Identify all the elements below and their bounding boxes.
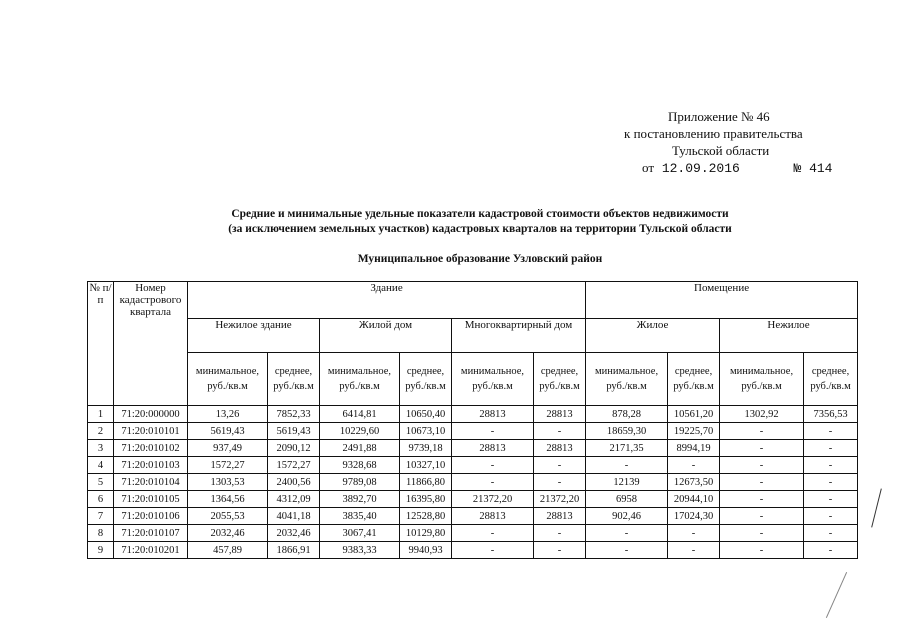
header-min: минимальное, руб./кв.м — [720, 353, 804, 406]
value-cell: - — [804, 440, 858, 457]
appendix-date-line — [610, 159, 870, 177]
value-cell: - — [720, 491, 804, 508]
header-nonresidential: Нежилое — [720, 319, 858, 353]
value-cell: 28813 — [534, 508, 586, 525]
value-cell: 6958 — [586, 491, 668, 508]
value-cell: - — [586, 457, 668, 474]
value-cell: 8994,19 — [668, 440, 720, 457]
value-cell: 28813 — [452, 440, 534, 457]
value-cell: - — [452, 474, 534, 491]
value-cell: - — [452, 525, 534, 542]
value-cell: - — [804, 423, 858, 440]
value-cell: - — [720, 457, 804, 474]
value-cell: 28813 — [452, 508, 534, 525]
header-nonres-building: Нежилое здание — [188, 319, 320, 353]
value-cell: 1364,56 — [188, 491, 268, 508]
value-cell: 5619,43 — [188, 423, 268, 440]
header-avg: среднее, руб./кв.м — [268, 353, 320, 406]
value-cell: 878,28 — [586, 406, 668, 423]
header-residential: Жилое — [586, 319, 720, 353]
row-number: 3 — [88, 440, 114, 457]
value-cell: 9789,08 — [320, 474, 400, 491]
value-cell: - — [720, 542, 804, 559]
row-number: 7 — [88, 508, 114, 525]
value-cell: - — [804, 491, 858, 508]
value-cell: 10327,10 — [400, 457, 452, 474]
value-cell: 28813 — [452, 406, 534, 423]
from-label: от — [642, 160, 655, 175]
value-cell: 2400,56 — [268, 474, 320, 491]
value-cell: 12528,80 — [400, 508, 452, 525]
value-cell: 9940,93 — [400, 542, 452, 559]
cadastral-number: 71:20:010201 — [114, 542, 188, 559]
value-cell: 28813 — [534, 440, 586, 457]
row-number: 8 — [88, 525, 114, 542]
value-cell: - — [720, 474, 804, 491]
title-line-1: Средние и минимальные удельные показатели кадастровой стоимости объектов недвижимости — [231, 208, 729, 220]
value-cell: - — [668, 457, 720, 474]
value-cell: - — [668, 525, 720, 542]
cadastral-number: 71:20:010104 — [114, 474, 188, 491]
value-cell: - — [804, 474, 858, 491]
value-cell: 12673,50 — [668, 474, 720, 491]
header-premises: Помещение — [586, 282, 858, 319]
value-cell: - — [534, 542, 586, 559]
table-row — [88, 525, 858, 542]
header-num: № п/п — [88, 282, 114, 406]
cadastral-number: 71:20:010102 — [114, 440, 188, 457]
row-number: 4 — [88, 457, 114, 474]
value-cell: - — [720, 525, 804, 542]
value-cell: - — [720, 440, 804, 457]
table-row — [88, 542, 858, 559]
value-cell: 2090,12 — [268, 440, 320, 457]
header-building: Здание — [188, 282, 586, 319]
value-cell: 457,89 — [188, 542, 268, 559]
value-cell: 17024,30 — [668, 508, 720, 525]
value-cell: 4312,09 — [268, 491, 320, 508]
value-cell: 11866,80 — [400, 474, 452, 491]
value-cell: - — [534, 474, 586, 491]
document-title — [120, 207, 840, 237]
value-cell: 2491,88 — [320, 440, 400, 457]
value-cell: 1572,27 — [188, 457, 268, 474]
row-number: 2 — [88, 423, 114, 440]
table-row — [88, 457, 858, 474]
value-cell: 5619,43 — [268, 423, 320, 440]
value-cell: 2032,46 — [188, 525, 268, 542]
value-cell: 937,49 — [188, 440, 268, 457]
margin-pen-mark — [871, 488, 882, 527]
value-cell: - — [452, 423, 534, 440]
appendix-region: Тульской области — [672, 143, 770, 158]
value-cell: - — [720, 508, 804, 525]
table-row — [88, 423, 858, 440]
resolution-number: № 414 — [793, 161, 833, 176]
value-cell: 3835,40 — [320, 508, 400, 525]
value-cell: 9739,18 — [400, 440, 452, 457]
value-cell: 18659,30 — [586, 423, 668, 440]
value-cell: 7852,33 — [268, 406, 320, 423]
value-cell: 1866,91 — [268, 542, 320, 559]
value-cell: 20944,10 — [668, 491, 720, 508]
value-cell: 7356,53 — [804, 406, 858, 423]
value-cell: 21372,20 — [452, 491, 534, 508]
header-cadastral: Номер кадастрового квартала — [114, 282, 188, 406]
table-row — [88, 474, 858, 491]
table-row — [88, 440, 858, 457]
value-cell: 2171,35 — [586, 440, 668, 457]
table-row — [88, 508, 858, 525]
value-cell: 1572,27 — [268, 457, 320, 474]
value-cell: - — [452, 457, 534, 474]
header-house: Жилой дом — [320, 319, 452, 353]
value-cell: - — [586, 525, 668, 542]
header-apartment-building: Многоквартирный дом — [452, 319, 586, 353]
header-min: минимальное, руб./кв.м — [586, 353, 668, 406]
header-min: минимальное, руб./кв.м — [452, 353, 534, 406]
value-cell: - — [804, 508, 858, 525]
cadastral-table — [87, 281, 858, 559]
appendix-header — [610, 108, 870, 177]
value-cell: - — [534, 423, 586, 440]
value-cell: - — [804, 525, 858, 542]
header-min: минимальное, руб./кв.м — [188, 353, 268, 406]
row-number: 5 — [88, 474, 114, 491]
value-cell: - — [668, 542, 720, 559]
table-row — [88, 491, 858, 508]
value-cell: - — [804, 457, 858, 474]
row-number: 1 — [88, 406, 114, 423]
value-cell: - — [534, 525, 586, 542]
cadastral-number: 71:20:010107 — [114, 525, 188, 542]
value-cell: 12139 — [586, 474, 668, 491]
value-cell: 2032,46 — [268, 525, 320, 542]
value-cell: 6414,81 — [320, 406, 400, 423]
row-number: 6 — [88, 491, 114, 508]
value-cell: 10229,60 — [320, 423, 400, 440]
value-cell: 3892,70 — [320, 491, 400, 508]
value-cell: 9328,68 — [320, 457, 400, 474]
municipality-title: Муниципальное образование Узловский район — [357, 253, 603, 265]
value-cell: - — [534, 457, 586, 474]
value-cell: 16395,80 — [400, 491, 452, 508]
table-row — [88, 406, 858, 423]
value-cell: - — [586, 542, 668, 559]
value-cell: 19225,70 — [668, 423, 720, 440]
appendix-resolution-line: к постановлению правительства — [624, 126, 803, 141]
header-min: минимальное, руб./кв.м — [320, 353, 400, 406]
header-avg: среднее, руб./кв.м — [400, 353, 452, 406]
value-cell: - — [452, 542, 534, 559]
value-cell: 10673,10 — [400, 423, 452, 440]
value-cell: 4041,18 — [268, 508, 320, 525]
cadastral-number: 71:20:010106 — [114, 508, 188, 525]
value-cell: 1303,53 — [188, 474, 268, 491]
cadastral-number: 71:20:010101 — [114, 423, 188, 440]
cadastral-number: 71:20:010103 — [114, 457, 188, 474]
header-avg: среднее, руб./кв.м — [804, 353, 858, 406]
value-cell: 10650,40 — [400, 406, 452, 423]
value-cell: 10561,20 — [668, 406, 720, 423]
resolution-date: 12.09.2016 — [661, 161, 740, 176]
row-number: 9 — [88, 542, 114, 559]
title-line-2: (за исключением земельных участков) кадастровых кварталов на территории Тульской области — [228, 223, 732, 235]
table-body — [88, 406, 858, 559]
appendix-number: Приложение № 46 — [668, 109, 770, 124]
header-avg: среднее, руб./кв.м — [668, 353, 720, 406]
value-cell: 10129,80 — [400, 525, 452, 542]
cadastral-number: 71:20:000000 — [114, 406, 188, 423]
value-cell: 9383,33 — [320, 542, 400, 559]
header-avg: среднее, руб./кв.м — [534, 353, 586, 406]
value-cell: 1302,92 — [720, 406, 804, 423]
value-cell: 902,46 — [586, 508, 668, 525]
margin-pen-mark — [826, 572, 847, 618]
value-cell: - — [804, 542, 858, 559]
value-cell: 3067,41 — [320, 525, 400, 542]
value-cell: - — [720, 423, 804, 440]
value-cell: 2055,53 — [188, 508, 268, 525]
value-cell: 28813 — [534, 406, 586, 423]
value-cell: 13,26 — [188, 406, 268, 423]
cadastral-number: 71:20:010105 — [114, 491, 188, 508]
value-cell: 21372,20 — [534, 491, 586, 508]
